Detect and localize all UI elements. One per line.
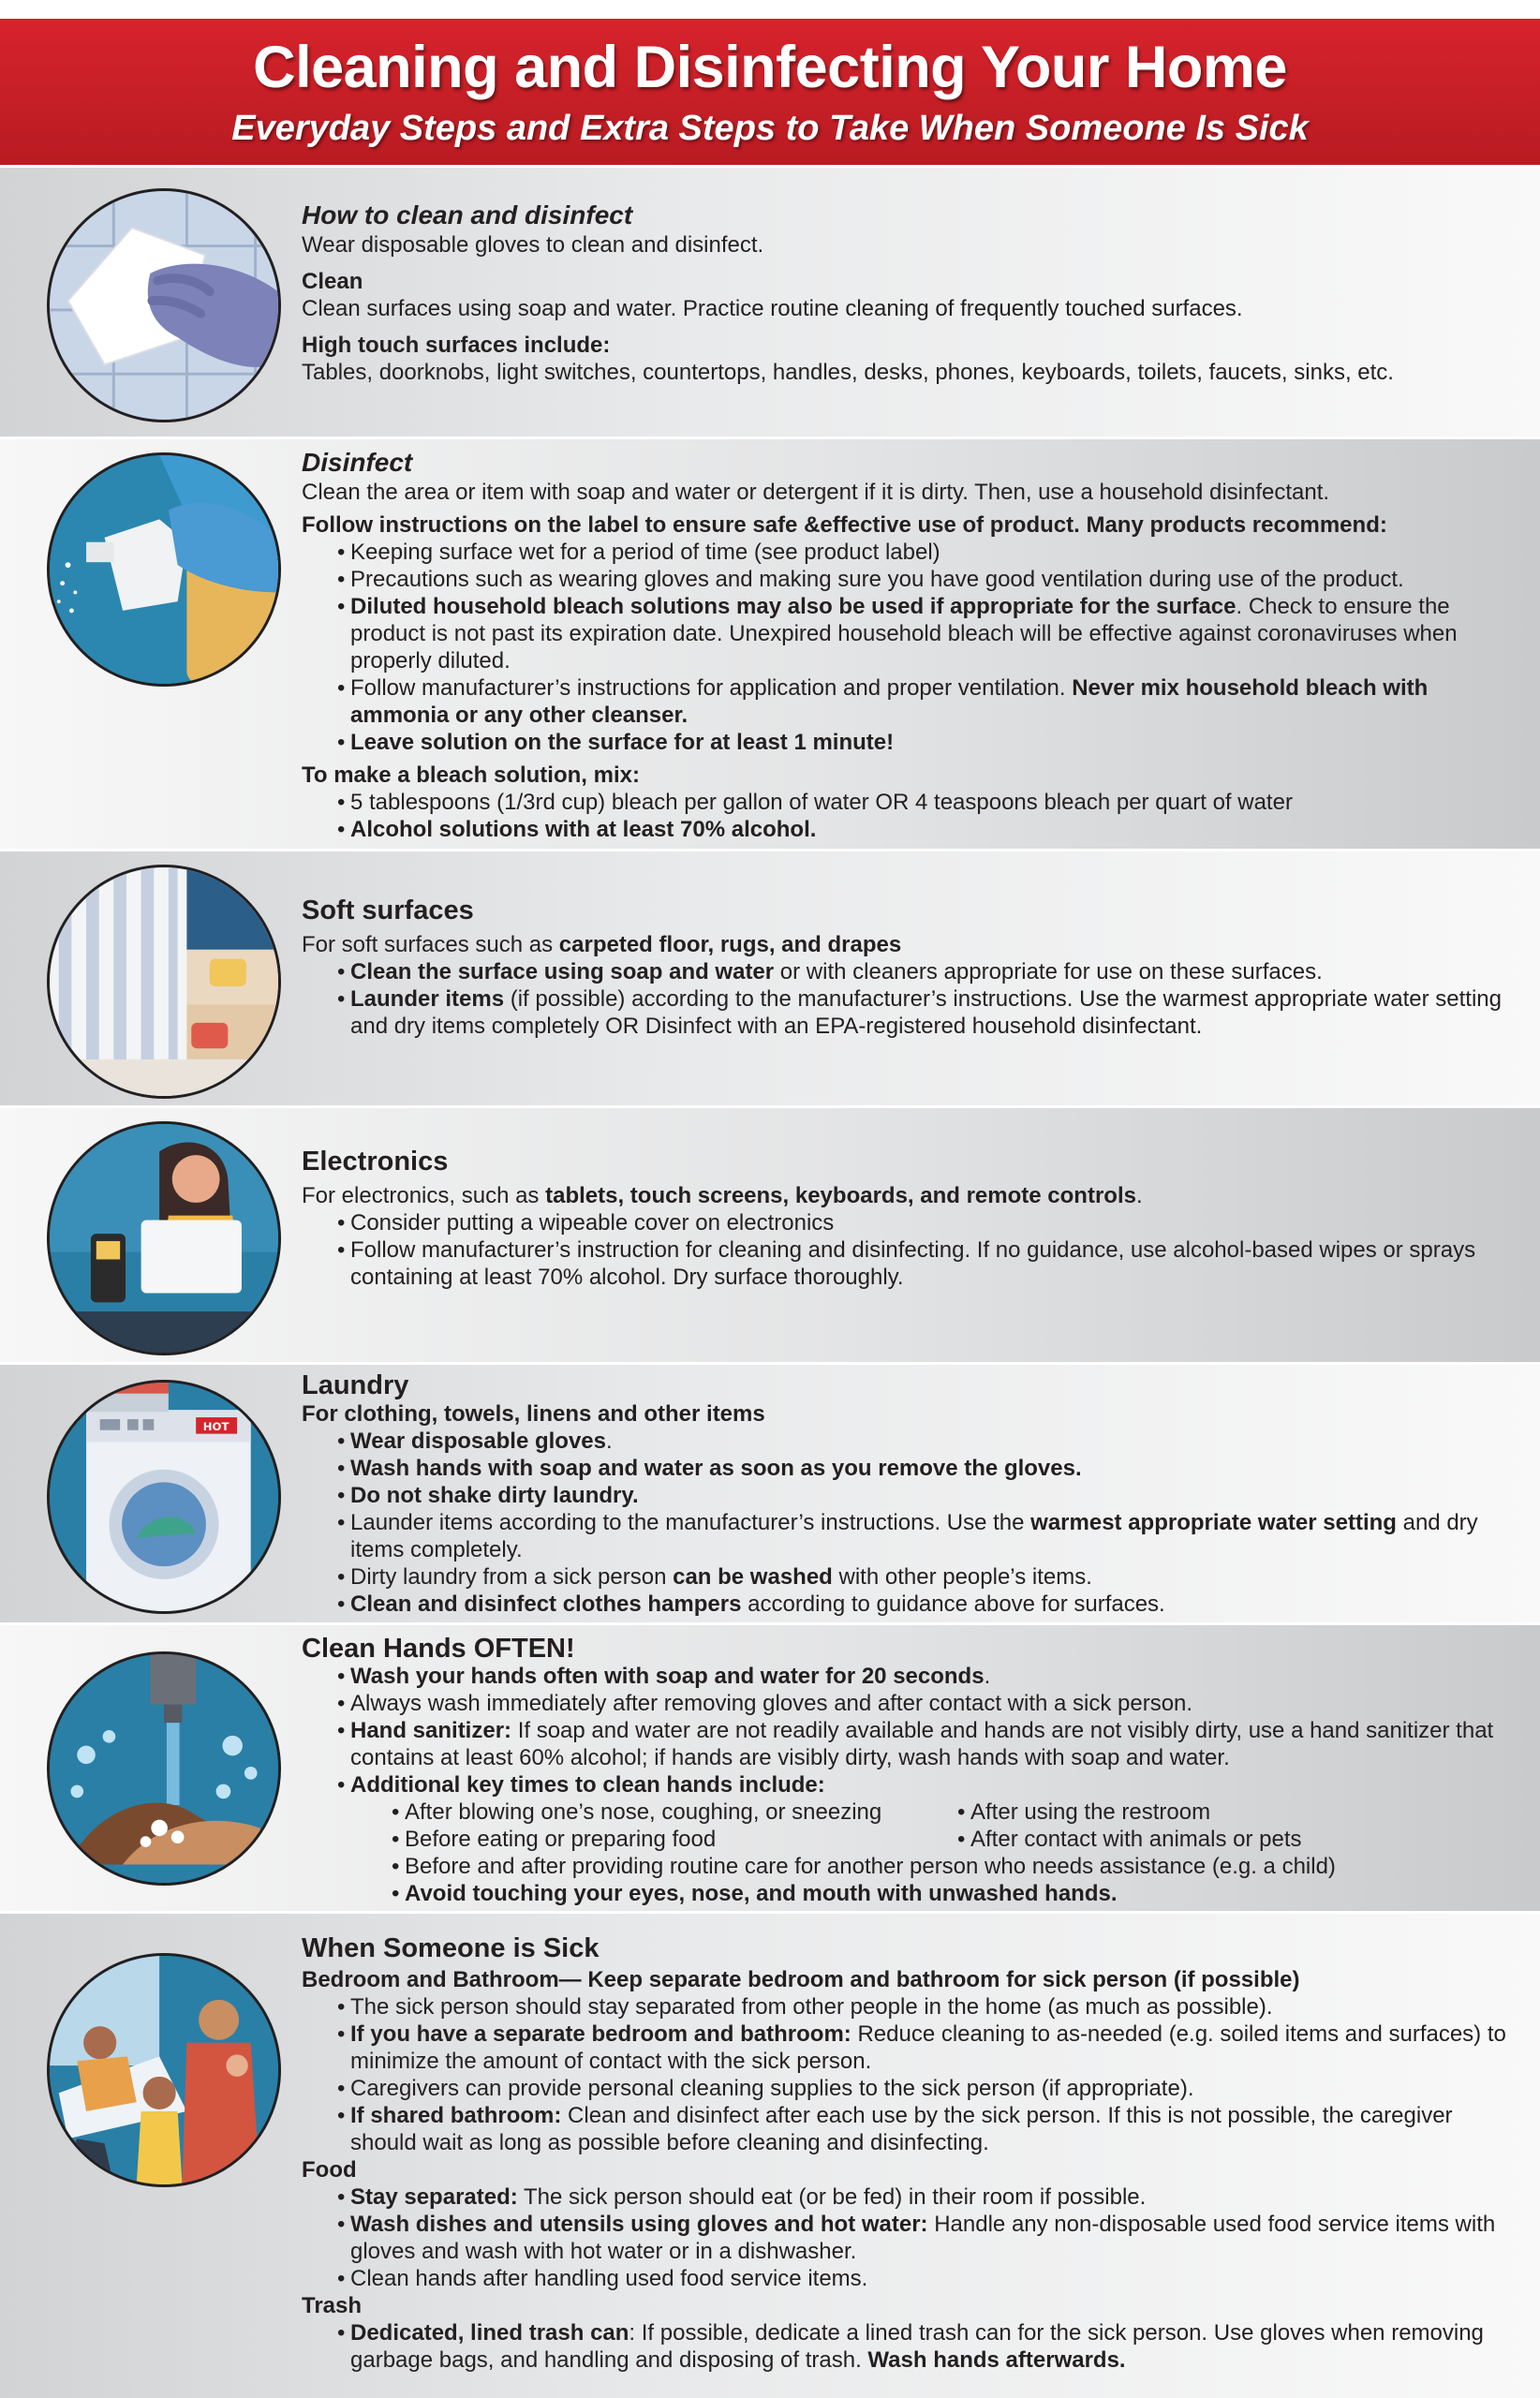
bullet-list	[302, 1798, 957, 1853]
list-item: • Launder items according to the manufacturer’s instructions. Use the warmest appropriate water setting and dry items completely.	[302, 1509, 1512, 1563]
list-item: • Keeping surface wet for a period of time (see product label)	[302, 539, 1512, 566]
bullet-list	[302, 958, 1512, 1040]
family-sick-person-icon	[47, 1953, 281, 2187]
bullet-list	[302, 1993, 1512, 2156]
list-item: • Stay separated: The sick person should eat (or be fed) in their room if possible.	[302, 2183, 1512, 2211]
section-heading: Disinfect	[302, 448, 413, 477]
section-heading: When Someone is Sick	[302, 1933, 600, 1963]
page-title: Cleaning and Disinfecting Your Home	[253, 35, 1287, 100]
list-item: • Clean hands after handling used food service items.	[302, 2265, 1512, 2292]
list-item: • Wash dishes and utensils using gloves and hot water: Handle any non-disposable used food service items with gloves and wash with hot water or in a dishwasher.	[302, 2211, 1512, 2265]
subheading: Follow instructions on the label to ensure safe &effective use of product. Many products recommend:	[302, 512, 1387, 538]
list-item: • Leave solution on the surface for at least 1 minute!	[302, 729, 1512, 756]
washing-machine-icon	[47, 1380, 281, 1614]
section-laundry	[0, 1362, 1540, 1622]
list-item: • Additional key times to clean hands include:	[302, 1771, 1512, 1798]
list-item: • Avoid touching your eyes, nose, and mouth with unwashed hands.	[302, 1880, 1512, 1907]
body-text: Clean surfaces using soap and water. Practice routine cleaning of frequently touched surfaces.	[302, 296, 1243, 321]
intro-text: Wear disposable gloves to clean and disinfect.	[302, 232, 764, 258]
list-item: • Precautions such as wearing gloves and making sure you have good ventilation during use of the product.	[302, 566, 1512, 593]
bullet-list	[302, 2319, 1512, 2374]
list-item: • Caregivers can provide personal cleaning supplies to the sick person (if appropriate).	[302, 2075, 1512, 2102]
section-content	[302, 200, 1512, 386]
list-item: • Wear disposable gloves.	[302, 1428, 1512, 1455]
bullet-list	[302, 1209, 1512, 1291]
section-content	[302, 1932, 1512, 2374]
list-item: • The sick person should stay separated from other people in the home (as much as possible).	[302, 1993, 1512, 2021]
bullet-list	[957, 1798, 1301, 1853]
intro-text: For electronics, such as tablets, touch screens, keyboards, and remote controls.	[302, 1183, 1143, 1208]
list-item: • Wash your hands often with soap and water for 20 seconds.	[302, 1663, 1512, 1690]
section-content	[302, 895, 1512, 1040]
list-item: • Alcohol solutions with at least 70% alcohol.	[302, 816, 1512, 843]
list-item: • Clean the surface using soap and water or with cleaners appropriate for use on these surfaces.	[302, 958, 1512, 985]
section-heading: Clean Hands OFTEN!	[302, 1634, 575, 1664]
section-content	[302, 1370, 1512, 1618]
list-item: • Dirty laundry from a sick person can be washed with other people’s items.	[302, 1563, 1512, 1591]
subheading: Bedroom and Bathroom— Keep separate bedroom and bathroom for sick person (if possible)	[302, 1967, 1300, 1992]
section-how-to-clean	[0, 165, 1540, 437]
person-at-computer-icon	[47, 1121, 281, 1355]
bullet-list	[302, 539, 1512, 756]
section-clean-hands	[0, 1622, 1540, 1911]
list-item: • Follow manufacturer’s instruction for cleaning and disinfecting. If no guidance, use alcohol-based wipes or sprays containing at least 70% alcohol. Dry surface thoroughly.	[302, 1236, 1512, 1291]
page-subtitle: Everyday Steps and Extra Steps to Take When Someone Is Sick	[231, 109, 1309, 148]
section-someone-sick	[0, 1911, 1540, 2398]
intro-text: Clean the area or item with soap and water or detergent if it is dirty. Then, use a household disinfectant.	[302, 480, 1330, 505]
machine-label: HOT	[202, 1419, 230, 1433]
body-text: Tables, doorknobs, light switches, countertops, handles, desks, phones, keyboards, toilets, faucets, sinks, etc.	[302, 360, 1394, 385]
list-item: • 5 tablespoons (1/3rd cup) bleach per gallon of water OR 4 teaspoons bleach per quart of water	[302, 789, 1512, 816]
gloved-hand-wiping-icon	[47, 188, 281, 422]
subheading: Trash	[302, 2293, 363, 2318]
list-item: • If shared bathroom: Clean and disinfect after each use by the sick person. If this is not possible, the caregiver should wait as long as possible before cleaning and disinfecting.	[302, 2102, 1512, 2156]
hand-washing-icon	[47, 1651, 281, 1886]
section-electronics	[0, 1105, 1540, 1362]
list-item: • Do not shake dirty laundry.	[302, 1482, 1512, 1509]
list-item: • Before eating or preparing food	[302, 1826, 957, 1853]
bullet-list	[302, 2183, 1512, 2292]
bullet-list	[302, 1428, 1512, 1618]
section-heading: Laundry	[302, 1370, 409, 1400]
list-item: • Hand sanitizer: If soap and water are not readily available and hands are not visibly dirty, use a hand sanitizer that contains at least 60% alcohol; if hands are visibly dirty, wash hands with soap and water.	[302, 1717, 1512, 1771]
list-item: • After contact with animals or pets	[957, 1826, 1301, 1853]
list-item: • Consider putting a wipeable cover on electronics	[302, 1209, 1512, 1236]
section-soft-surfaces	[0, 849, 1540, 1105]
list-item: • Wash hands with soap and water as soon as you remove the gloves.	[302, 1455, 1512, 1482]
section-heading: Electronics	[302, 1147, 449, 1177]
key-times-columns	[302, 1798, 1512, 1853]
header-banner	[0, 19, 1540, 165]
list-item: • Clean and disinfect clothes hampers according to guidance above for surfaces.	[302, 1591, 1512, 1618]
subheading: Food	[302, 2157, 357, 2183]
intro-text: For soft surfaces such as carpeted floor, rugs, and drapes	[302, 932, 902, 957]
list-item: • After using the restroom	[957, 1798, 1301, 1826]
list-item: • Before and after providing routine care for another person who needs assistance (e.g. a child)	[302, 1853, 1512, 1880]
bullet-list	[302, 1663, 1512, 1798]
list-item: • Dedicated, lined trash can: If possible, dedicate a lined trash can for the sick person. Use gloves when removing garbage bags, and handling and disposing of trash. Wash hands afterwards.	[302, 2319, 1512, 2374]
list-item: • Diluted household bleach solutions may also be used if appropriate for the surface. Check to ensure the product is not past its expiration date. Unexpired household bleach will be effective against coronaviruses when properly diluted.	[302, 593, 1512, 674]
section-content	[302, 447, 1512, 843]
spray-bottle-icon	[47, 452, 281, 687]
section-content	[302, 1635, 1512, 1907]
section-content	[302, 1146, 1512, 1291]
section-disinfect	[0, 437, 1540, 849]
subheading: Clean	[302, 269, 363, 294]
list-item: • If you have a separate bedroom and bathroom: Reduce cleaning to as-needed (e.g. soiled items and surfaces) to minimize the amount of contact with the sick person.	[302, 2021, 1512, 2075]
list-item: • Follow manufacturer’s instructions for application and proper ventilation. Never mix household bleach with ammonia or any other cleanser.	[302, 674, 1512, 729]
subheading: To make a bleach solution, mix:	[302, 762, 640, 788]
list-item: • Always wash immediately after removing gloves and after contact with a sick person.	[302, 1690, 1512, 1717]
soft-surfaces-room-icon	[47, 865, 281, 1099]
section-heading: Soft surfaces	[302, 896, 474, 925]
subheading: For clothing, towels, linens and other items	[302, 1401, 765, 1427]
list-item: • Launder items (if possible) according to the manufacturer’s instructions. Use the warmest appropriate water setting and dry items completely OR Disinfect with an EPA-registered household disinfectant.	[302, 985, 1512, 1040]
list-item: • After blowing one’s nose, coughing, or sneezing	[302, 1798, 957, 1826]
section-heading: How to clean and disinfect	[302, 200, 633, 229]
bullet-list	[302, 789, 1512, 843]
subheading: High touch surfaces include:	[302, 333, 611, 358]
bullet-list	[302, 1853, 1512, 1907]
